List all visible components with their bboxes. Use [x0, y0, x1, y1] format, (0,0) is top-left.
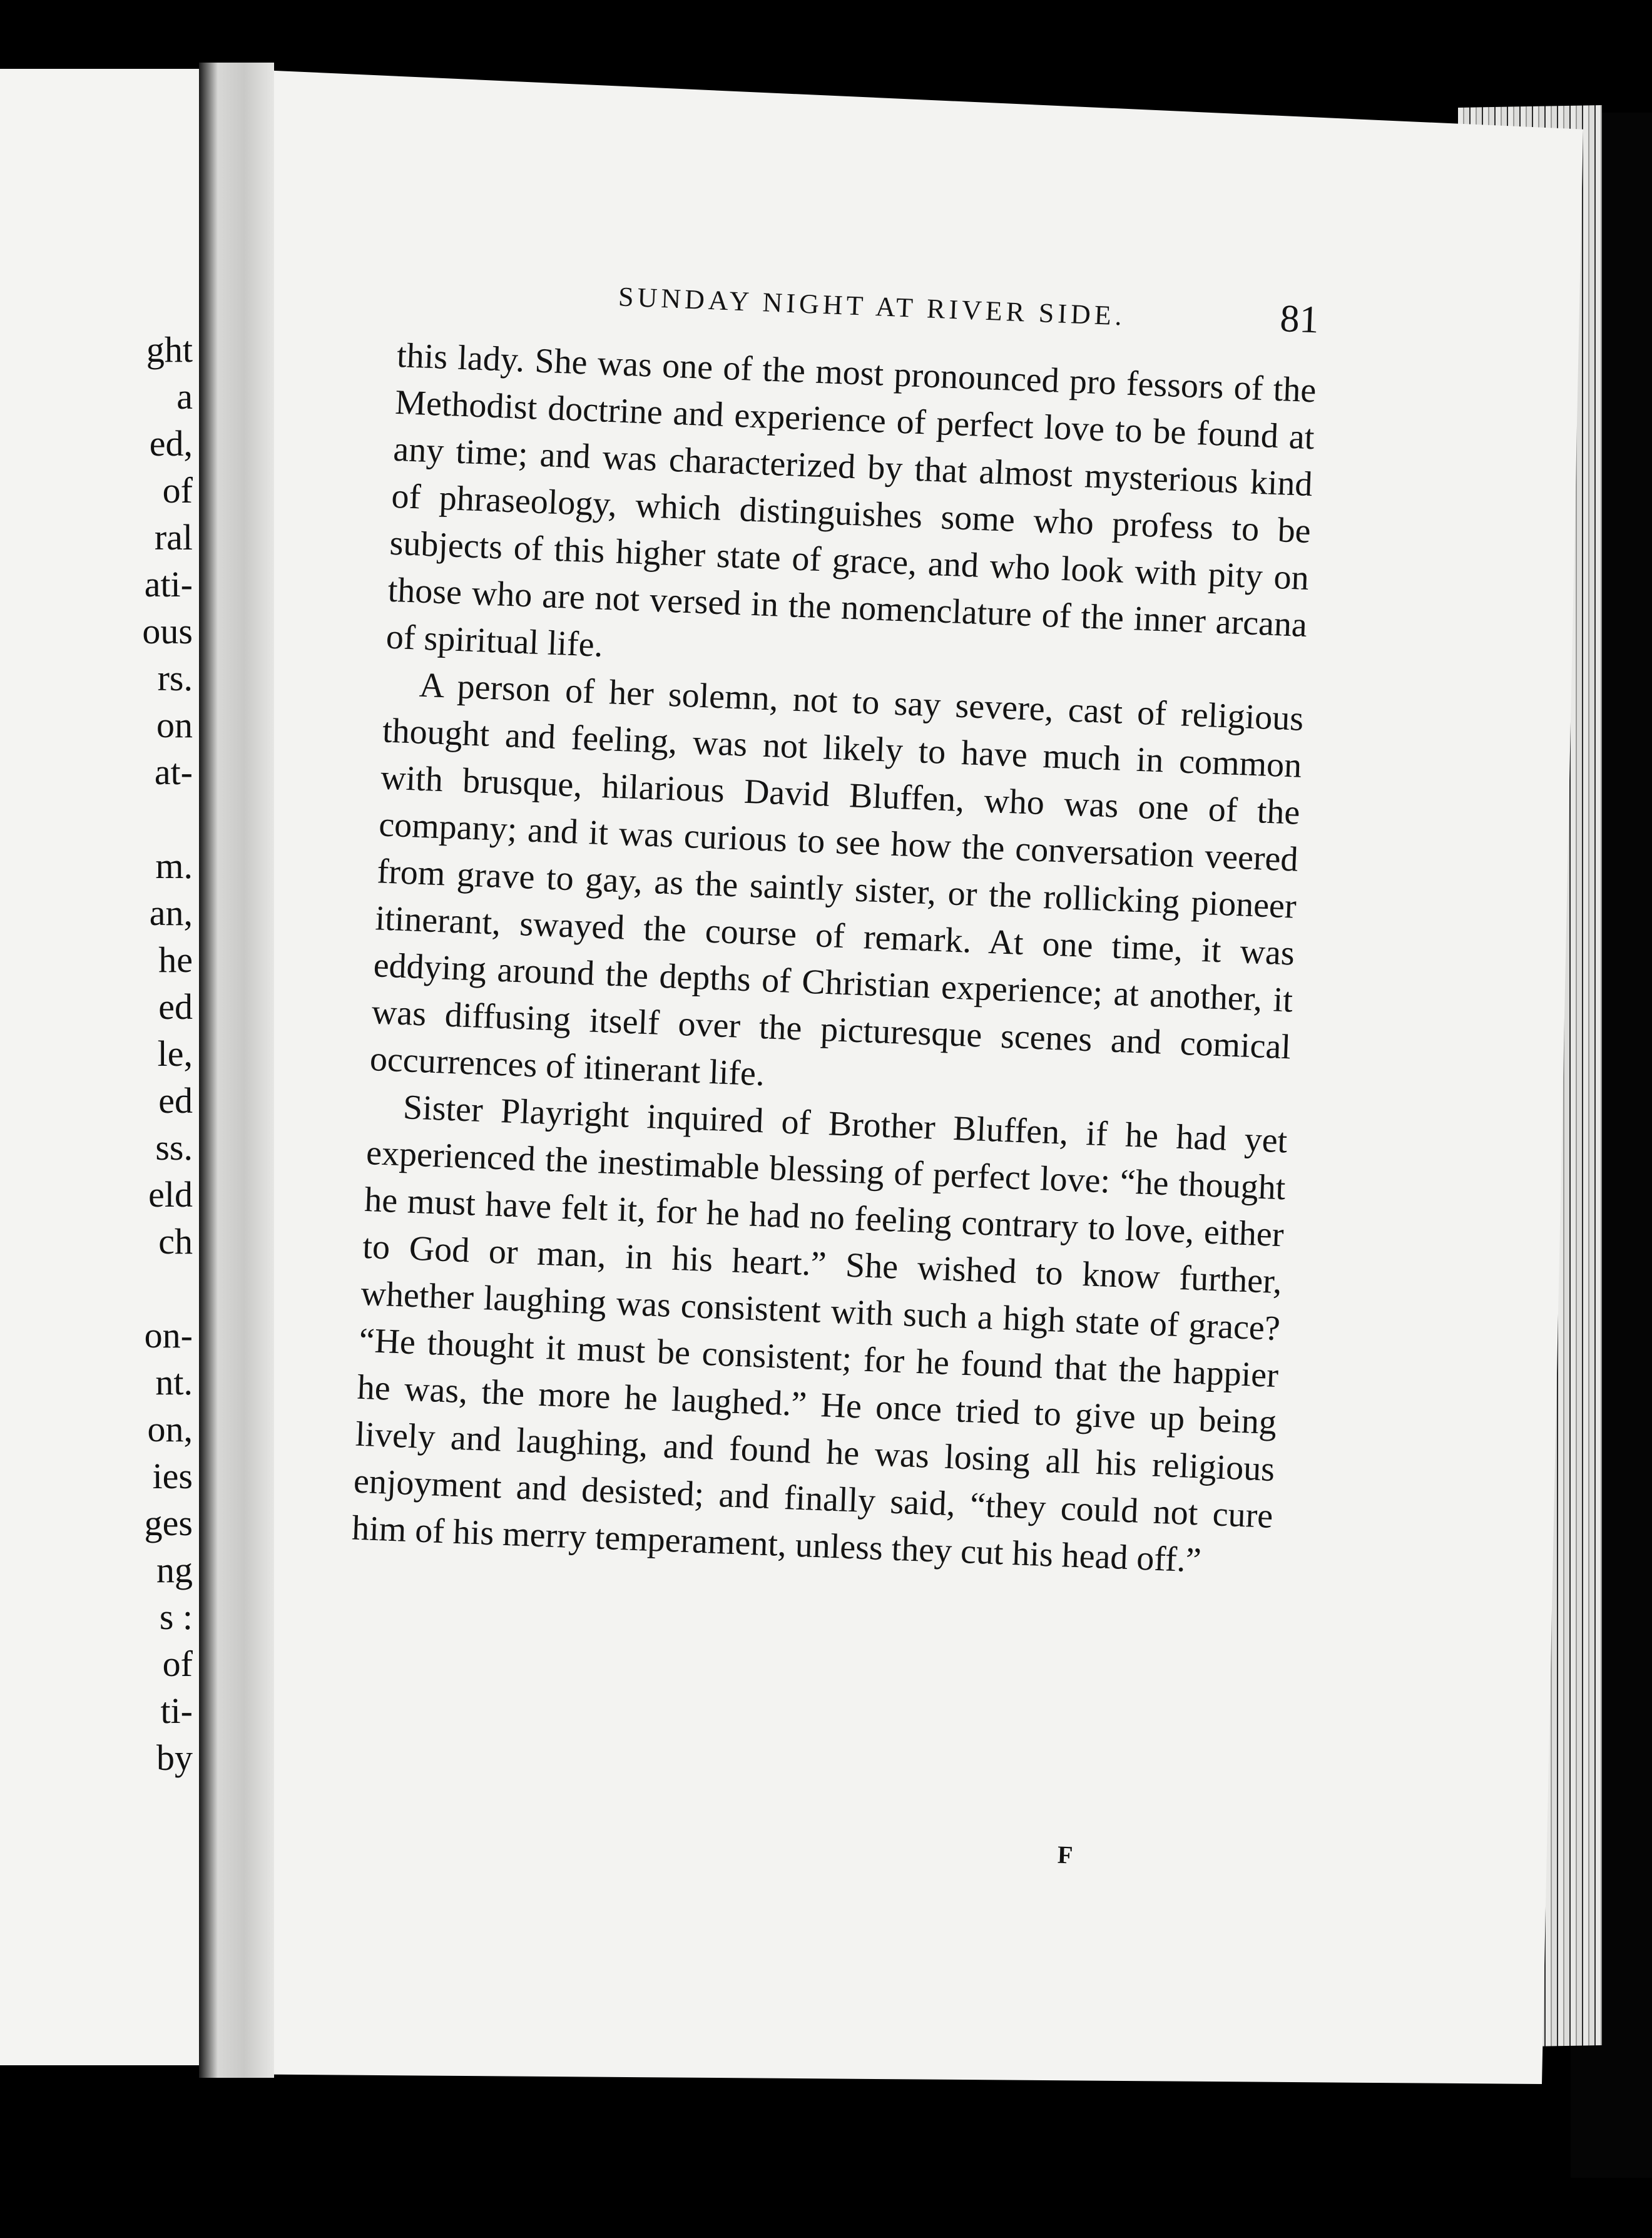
paragraph: this lady. She was one of the most pronounced pro fessors of the Methodist doctrine and experience of perfect love to be found at any time; and was characterized by that almost mysterious kind of phraseology, which distinguishes some who profess to be subjects of this higher state of grace, and who look with pity on those who are not versed in the nomenclature of the inner arcana of spiritual life. — [385, 335, 1317, 665]
left-fragment: rs. — [157, 658, 193, 698]
left-fragment: on- — [144, 1315, 193, 1356]
left-fragment: ss. — [155, 1127, 193, 1168]
left-fragment: an, — [149, 892, 193, 933]
left-fragment: ous — [142, 611, 193, 651]
left-fragment: ti- — [160, 1690, 193, 1731]
left-fragment: eld — [148, 1174, 193, 1215]
paragraph: Sister Playright inquired of Brother Bluffen, if he had yet experienced the inestimable blessing of perfect love: “he thought he must have felt it, for he had no feeling contrary to love, either to God or man, in his heart.” She wished to know further, whether laughing was consistent with such a high state of grace? “He thought it must be consistent; for he found that the happier he was, the more he laughed.” He once tried to give up being lively and laughing, and found he was losing all his religious enjoyment and desisted; and finally said, “they could not cure him of his merry temperament, unless they cut his head off.” — [351, 1088, 1288, 1580]
left-fragment: ch — [158, 1221, 193, 1262]
left-fragment: ed — [158, 1080, 193, 1121]
left-fragment: by — [156, 1737, 193, 1778]
left-fragment: s : — [159, 1597, 193, 1637]
left-fragment: ng — [156, 1550, 193, 1590]
left-fragment: a — [176, 376, 193, 417]
left-fragment: nt. — [155, 1362, 193, 1403]
left-page — [0, 69, 199, 2065]
left-fragment: le, — [157, 1033, 193, 1074]
left-fragment: m. — [155, 846, 193, 886]
paragraph: A person of her solemn, not to say severe, cast of religious thought and feeling, was not likely to have much in common with brusque, hilarious David Bluffen, who was one of the company; and it was curious to see how the conversation veered from grave to gay, as the saintly sister, or the rollicking pioneer itinerant, swayed the course of remark. At one time, it was eddying around the depths of Christian experience; at another, it was diffusing itself over the picturesque scenes and comical occurrences of itinerant life. — [369, 665, 1305, 1094]
left-fragment: ed, — [149, 423, 193, 464]
left-fragment: on — [156, 705, 193, 745]
left-fragment: ght — [146, 329, 193, 370]
book-gutter — [199, 63, 274, 2078]
page-number: 81 — [1279, 297, 1320, 342]
left-fragment: of — [162, 470, 193, 511]
running-head: SUNDAY NIGHT AT RIVER SIDE. — [618, 281, 1126, 332]
left-fragment: ies — [152, 1456, 193, 1496]
signature-mark: F — [1057, 1840, 1074, 1869]
left-fragment: of — [162, 1643, 193, 1684]
left-fragment: ral — [154, 517, 193, 558]
left-fragment: ati- — [144, 564, 193, 605]
left-fragment: he — [158, 939, 193, 980]
left-fragment: ed — [158, 986, 193, 1027]
left-fragment: at- — [154, 752, 193, 792]
left-fragment: on, — [147, 1409, 193, 1449]
left-fragment: ges — [144, 1503, 193, 1543]
page-text-block — [351, 263, 1320, 1587]
